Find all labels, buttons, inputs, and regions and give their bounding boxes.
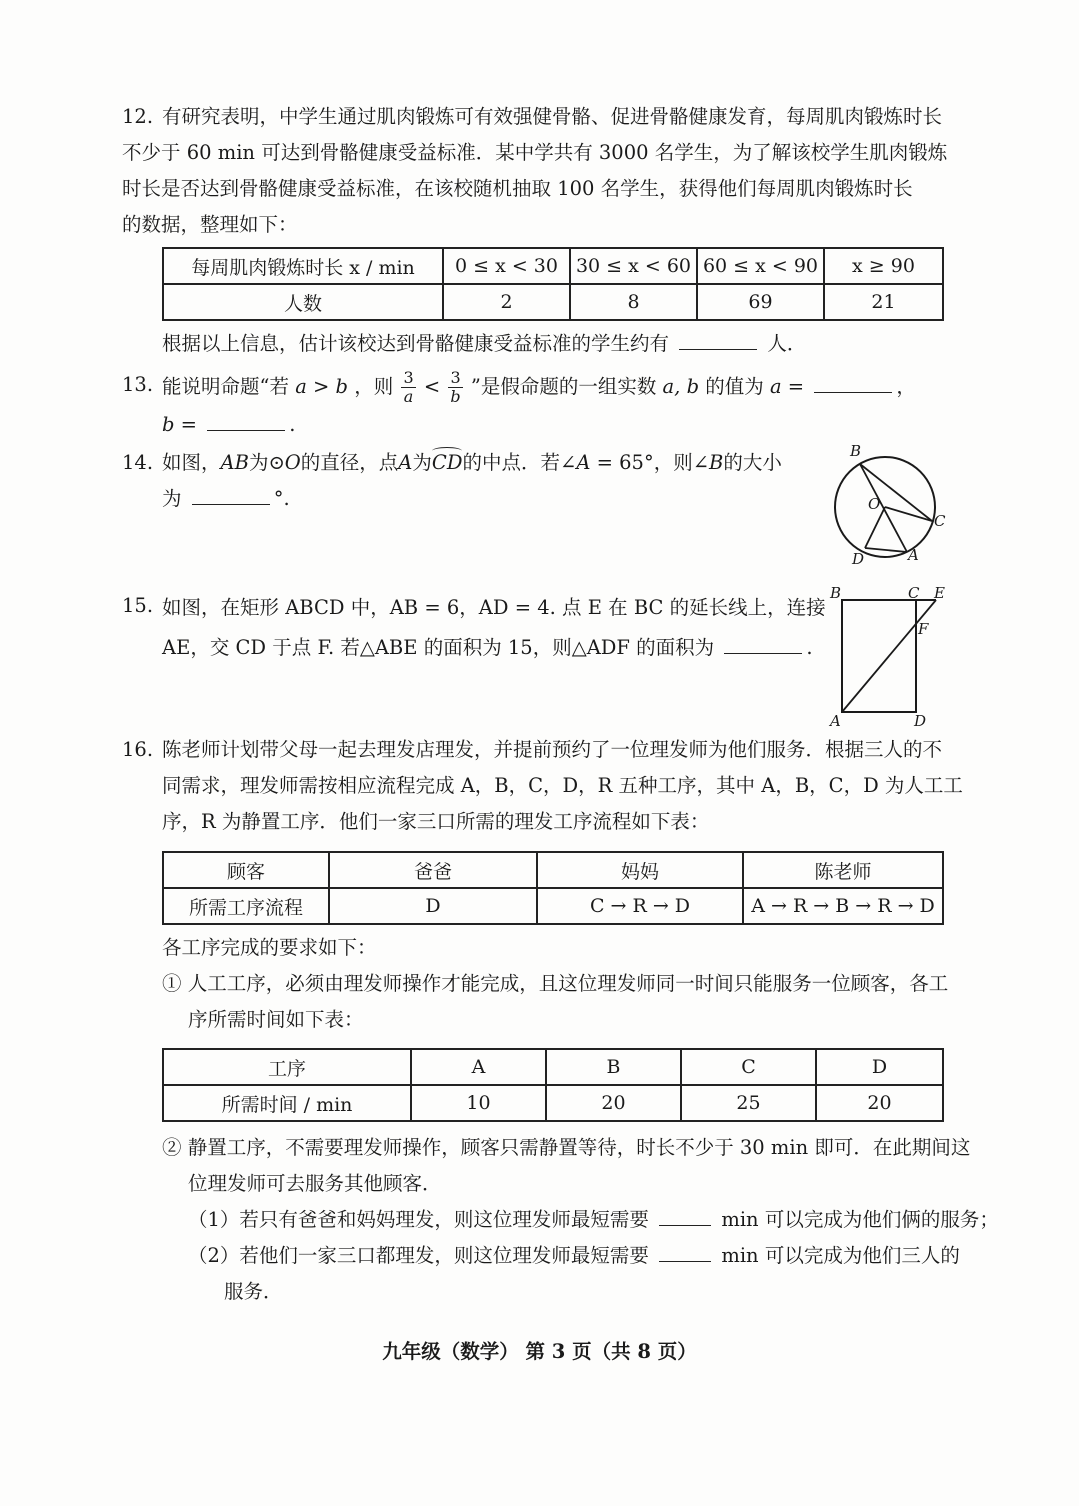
- question-text-line: 陈老师计划带父母一起去理发店理发，并提前预约了一位理发师为他们服务．根据三人的不: [162, 738, 943, 761]
- question-text-line: 序，R 为静置工序．他们一家三口所需的理发工序流程如下表：: [162, 810, 710, 833]
- question-text: = 65°，则∠: [590, 451, 710, 474]
- table-row: [163, 1049, 943, 1085]
- table-row: [163, 852, 943, 888]
- math-expression: a > b: [295, 375, 349, 398]
- table-cell: 10: [411, 1085, 546, 1121]
- question-16: [122, 732, 963, 840]
- table-cell: 69: [697, 284, 824, 320]
- math-var: O: [284, 451, 301, 474]
- label-a: A: [830, 712, 841, 730]
- question-text: 为: [412, 451, 432, 474]
- question-text: 为: [162, 487, 182, 510]
- requirement-1-line: 序所需时间如下表：: [188, 1008, 364, 1031]
- table-header-cell: 爸爸: [329, 852, 537, 888]
- table-row: [163, 888, 943, 924]
- requirement-2-line: ② 静置工序，不需要理发师操作，顾客只需静置等待，时长不少于 30 min 即可．在此期间这: [162, 1136, 971, 1159]
- answer-blank-sub2[interactable]: [659, 1242, 711, 1263]
- table-header-cell: 陈老师: [743, 852, 943, 888]
- table-cell: D: [329, 888, 537, 924]
- math-var: B: [709, 451, 724, 474]
- rectangle-diagram: [826, 582, 950, 730]
- label-b: B: [830, 584, 842, 602]
- table-header-cell: 顾客: [163, 852, 329, 888]
- question-text: 的直径，点: [300, 451, 399, 474]
- question-text: 能说明命题“若: [162, 375, 289, 398]
- question-number: 14.: [122, 451, 154, 474]
- label-f: F: [918, 620, 929, 638]
- question-text: AE，交 CD 于点 F. 若△ABE 的面积为 15，则△ADF 的面积为: [162, 636, 715, 659]
- question-13: 13. 能说明命题“若 a > b ，则 $\frac{3}{a}$ < $\frac{3}{b}$ ”是假命题的一组实数 a, b 的值为 a = ， b = .: [122, 368, 916, 436]
- subquestion-1-text: （1）若只有爸爸和妈妈理发，则这位理发师最短需要: [188, 1208, 649, 1231]
- label-d: D: [914, 712, 927, 730]
- answer-blank-a[interactable]: [814, 373, 892, 394]
- table-cell: 8: [570, 284, 697, 320]
- page-footer: 九年级（数学） 第 3 页（共 8 页）: [382, 1340, 697, 1363]
- answer-blank-b[interactable]: [207, 411, 285, 432]
- segment-ae: [842, 600, 936, 712]
- label-o: O: [868, 495, 881, 513]
- label-e: E: [934, 584, 945, 602]
- table-cell: C → R → D: [537, 888, 743, 924]
- question-14: [122, 445, 822, 517]
- question-text: 的值为: [705, 375, 764, 398]
- table-cell: 25: [681, 1085, 816, 1121]
- question-text: °.: [273, 487, 290, 510]
- table-cell: 2: [443, 284, 570, 320]
- arc-notation: CD: [431, 451, 463, 474]
- requirements: [122, 930, 947, 1038]
- question-text-line: 如图，在矩形 ABCD 中，AB = 6，AD = 4. 点 E 在 BC 的延长线上，连接: [162, 596, 826, 619]
- label-b: B: [850, 442, 862, 460]
- requirement-1-line: ① 人工工序，必须由理发师操作才能完成，且这位理发师同一时间只能服务一位顾客，各工: [162, 972, 949, 995]
- subquestion-2-text: （2）若他们一家三口都理发，则这位理发师最短需要: [188, 1244, 649, 1267]
- table-cell: 人数: [163, 284, 443, 320]
- table-header-cell: B: [546, 1049, 681, 1085]
- math-var: A: [398, 451, 413, 474]
- label-c: C: [934, 512, 946, 530]
- question-number: 12.: [122, 105, 154, 128]
- table-header-cell: 30 ≤ x < 60: [570, 248, 697, 284]
- table-header-cell: 60 ≤ x < 90: [697, 248, 824, 284]
- question-text: 的中点．若∠: [462, 451, 577, 474]
- table-header-cell: x ≥ 90: [824, 248, 943, 284]
- fraction: $\frac{3}{b}$: [450, 368, 461, 406]
- segment-da: [865, 548, 907, 552]
- segment-oc: [885, 507, 932, 521]
- table-cell: 所需工序流程: [163, 888, 329, 924]
- requirement-2: [122, 1130, 999, 1310]
- process-flow-table: [162, 851, 944, 925]
- question-number: 15.: [122, 594, 154, 617]
- table-cell: 所需时间 / min: [163, 1085, 411, 1121]
- table-header-cell: 工序: [163, 1049, 411, 1085]
- question-12-prompt: [122, 326, 947, 362]
- table-row: [163, 248, 943, 284]
- question-text-line: 有研究表明，中学生通过肌肉锻炼可有效强健骨骼、促进骨骼健康发育，每周肌肉锻炼时长: [162, 105, 943, 128]
- table-header-cell: 0 ≤ x < 30: [443, 248, 570, 284]
- math-expression: a, b: [662, 375, 700, 398]
- circle-diagram: [828, 440, 946, 570]
- label-d: D: [852, 550, 865, 568]
- table-header-cell: 每周肌肉锻炼时长 x / min: [163, 248, 443, 284]
- answer-blank[interactable]: [679, 330, 757, 351]
- math-var: AB: [220, 451, 249, 474]
- prompt-text: 人．: [767, 332, 807, 355]
- table-cell: A → R → B → R → D: [743, 888, 943, 924]
- table-row: [163, 1085, 943, 1121]
- segment-od: [865, 507, 885, 548]
- question-text-line: 时长是否达到骨骼健康受益标准，在该校随机抽取 100 名学生，获得他们每周肌肉锻炼时长: [122, 177, 913, 200]
- fraction: $\frac{3}{a}$: [403, 368, 414, 406]
- prompt-text: 根据以上信息，估计该校达到骨骼健康受益标准的学生约有: [162, 332, 670, 355]
- answer-blank-sub1[interactable]: [659, 1206, 711, 1227]
- question-text: 为⊙: [248, 451, 285, 474]
- question-12: [122, 99, 947, 243]
- table-row: [163, 284, 943, 320]
- table-header-cell: A: [411, 1049, 546, 1085]
- requirement-2-line: 位理发师可去服务其他顾客．: [188, 1172, 442, 1195]
- label-a: A: [908, 546, 919, 564]
- answer-blank[interactable]: [192, 485, 270, 506]
- question-15: 15. 如图，在矩形 ABCD 中，AB = 6，AD = 4. 点 E 在 BC 的延长线上，连接 AE，交 CD 于点 F. 若△ABE 的面积为 15，则△ADF 的面积为 .: [122, 588, 822, 668]
- math-expression: b =: [162, 413, 198, 436]
- answer-blank[interactable]: [724, 634, 802, 655]
- label-c: C: [908, 584, 920, 602]
- rectangle-abcd: [842, 600, 916, 712]
- table-cell: 20: [546, 1085, 681, 1121]
- table-cell: 21: [824, 284, 943, 320]
- process-time-table: [162, 1048, 944, 1122]
- table-header-cell: 妈妈: [537, 852, 743, 888]
- question-text: 如图，: [162, 451, 221, 474]
- question-number: 16.: [122, 738, 154, 761]
- subquestion-1-text: min 可以完成为他们俩的服务；: [721, 1208, 999, 1231]
- subquestion-2-text: min 可以完成为他们三人的: [721, 1244, 960, 1267]
- question-text: ”是假命题的一组实数: [470, 375, 657, 398]
- question-text-line: 同需求，理发师需按相应流程完成 A，B，C，D，R 五种工序，其中 A，B，C，D 为人工工: [162, 774, 963, 797]
- math-var: A: [576, 451, 591, 474]
- question-text: 的大小: [723, 451, 782, 474]
- math-expression: a =: [769, 375, 805, 398]
- table-cell: 20: [816, 1085, 943, 1121]
- subquestion-2-text: 服务．: [224, 1280, 283, 1303]
- question-text-line: 的数据，整理如下：: [122, 213, 298, 236]
- table-header-cell: C: [681, 1049, 816, 1085]
- math-operator: <: [423, 375, 441, 398]
- question-text: ，则: [354, 375, 394, 398]
- question-number: 13.: [122, 373, 154, 396]
- exercise-time-table: [162, 247, 944, 321]
- question-text-line: 不少于 60 min 可达到骨骼健康受益标准．某中学共有 3000 名学生，为了解该校学生肌肉锻炼: [122, 141, 948, 164]
- requirements-title: 各工序完成的要求如下：: [162, 936, 377, 959]
- table-header-cell: D: [816, 1049, 943, 1085]
